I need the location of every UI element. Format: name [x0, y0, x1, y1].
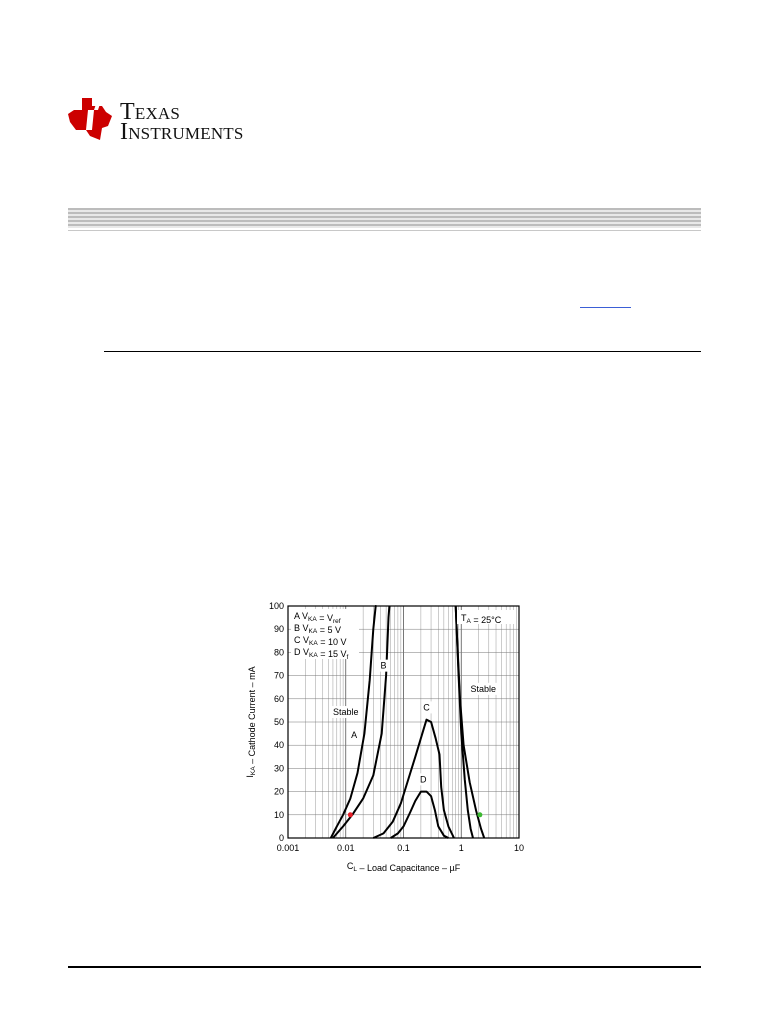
- x-tick-label: 0.1: [397, 843, 410, 853]
- y-tick-label: 50: [273, 717, 284, 727]
- ti-logo: [66, 96, 266, 148]
- y-axis-label: $I_{KA}$ – Cathode Current – mA: [245, 666, 257, 778]
- curve-annotation: D: [420, 774, 427, 785]
- section-rule: [104, 351, 701, 352]
- header-band: [68, 208, 701, 228]
- curve-annotation: B: [380, 660, 387, 671]
- legend-entry: B $V_{KA} = 5$ V: [294, 623, 341, 635]
- legend-entry: A $V_{KA} = V_{ref}$: [294, 611, 341, 625]
- y-tick-label: 10: [273, 809, 284, 820]
- curve-annotation: C: [423, 702, 430, 713]
- y-tick-label: 80: [273, 647, 284, 658]
- y-tick-label: 20: [273, 786, 284, 797]
- curve-annotation: Stable: [470, 683, 496, 694]
- ti-logo-icon: [66, 96, 114, 144]
- curve-annotation: Stable: [332, 707, 359, 718]
- ti-wordmark: [120, 99, 244, 145]
- curve-annotation: A: [351, 730, 358, 741]
- x-tick-label: 1: [458, 843, 464, 853]
- y-tick-label: 70: [273, 670, 284, 681]
- header-band-line: [68, 230, 701, 231]
- y-tick-label: 90: [273, 624, 284, 635]
- legend-entry: C $V_{KA} = 10$ V: [294, 635, 347, 647]
- hyperlink-underline[interactable]: [580, 307, 631, 308]
- logo-line1: Texas: [120, 99, 181, 125]
- x-axis-label: $C_L$ – Load Capacitance – µF: [346, 861, 461, 873]
- y-tick-label: 40: [273, 740, 284, 751]
- series-C-curve: [373, 720, 454, 838]
- x-tick-label: 0.01: [336, 843, 355, 853]
- y-tick-label: 60: [273, 693, 284, 704]
- y-tick-label: 0: [278, 833, 284, 843]
- x-tick-label: 0.001: [276, 843, 300, 853]
- logo-line2: Instruments: [120, 119, 244, 145]
- y-tick-label: 30: [273, 763, 284, 774]
- footer-rule: [68, 966, 701, 968]
- y-tick-label: 100: [268, 601, 284, 611]
- data-marker: [348, 812, 353, 817]
- legend-entry: D $V_{KA} = 15$ $V_f$: [294, 647, 349, 661]
- x-tick-label: 10: [513, 843, 525, 853]
- stability-chart: [236, 596, 536, 876]
- data-marker: [477, 812, 482, 817]
- condition-label: $T_A = 25^\circ C$: [461, 613, 502, 625]
